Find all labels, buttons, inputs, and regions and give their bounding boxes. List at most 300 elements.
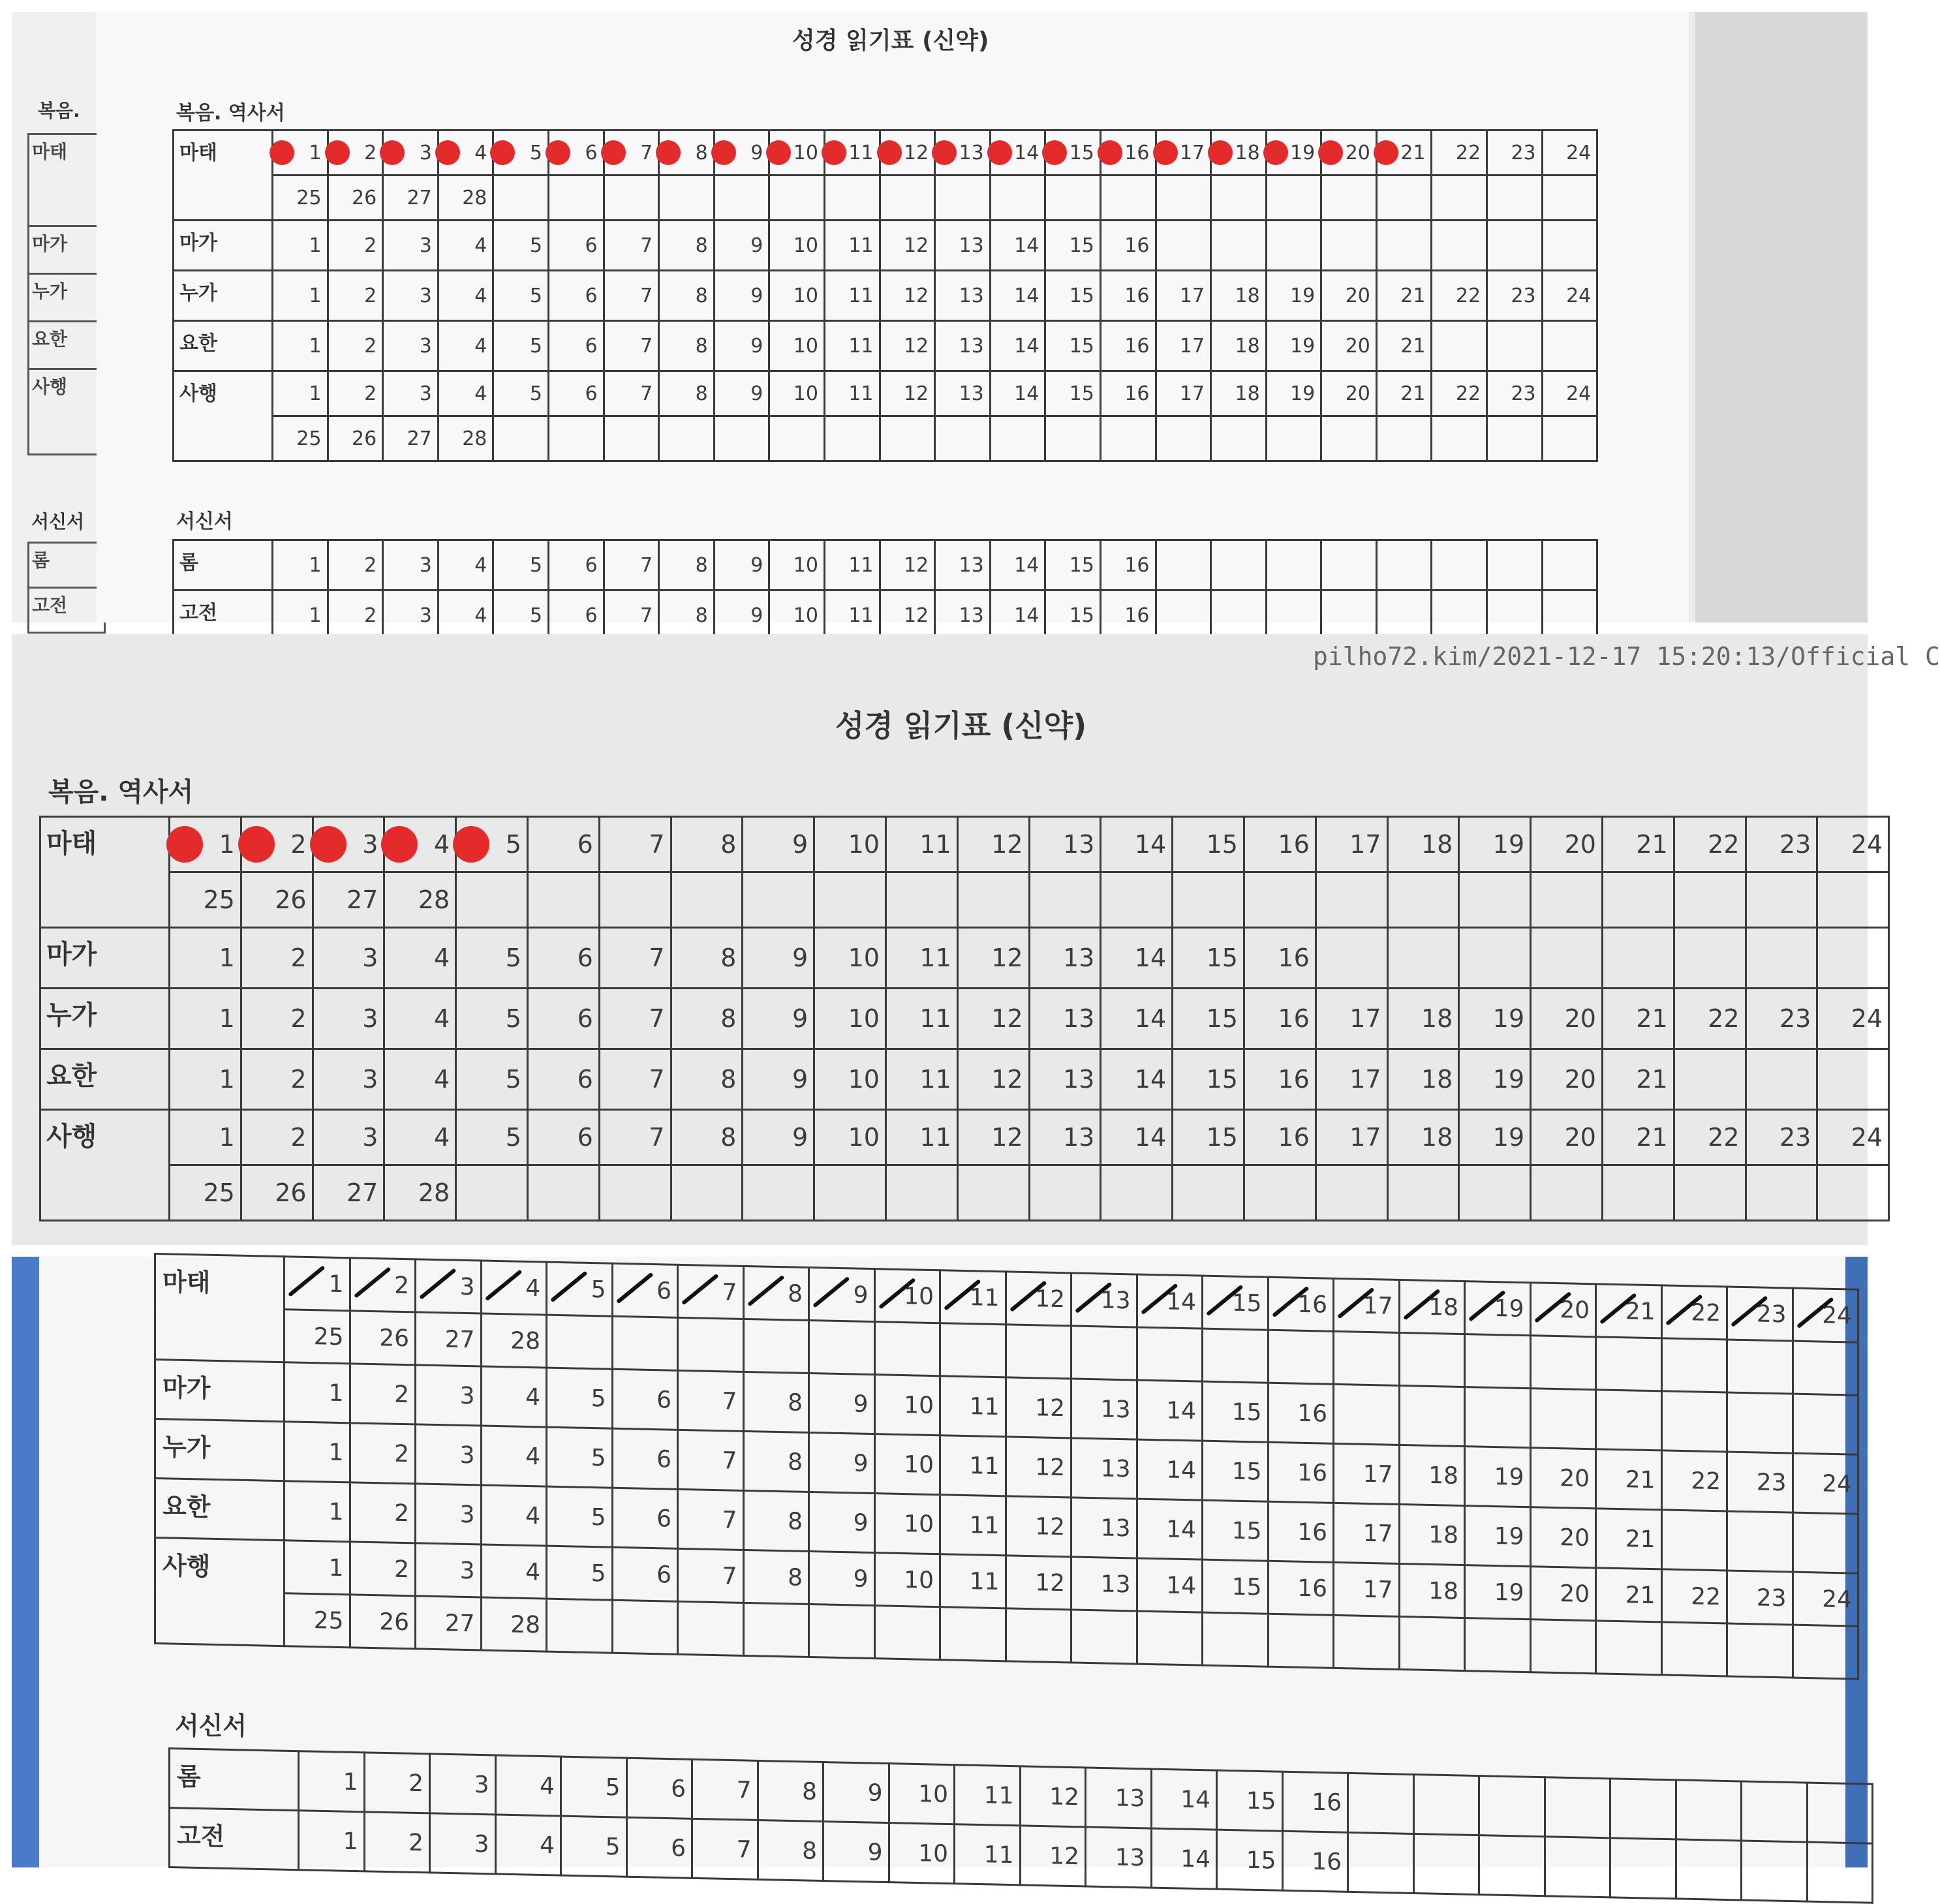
chapter-cell[interactable]	[1817, 1110, 1889, 1165]
chapter-cell[interactable]	[809, 1605, 875, 1659]
chapter-cell[interactable]	[885, 928, 957, 989]
chapter-cell[interactable]	[659, 271, 715, 321]
chapter-cell[interactable]	[1334, 1615, 1400, 1669]
chapter-cell[interactable]	[769, 371, 825, 416]
chapter-cell[interactable]	[1542, 321, 1597, 371]
chapter-cell[interactable]	[714, 221, 769, 271]
chapter-cell[interactable]	[273, 131, 328, 176]
chapter-cell[interactable]	[1071, 1610, 1137, 1664]
chapter-cell[interactable]	[809, 1492, 875, 1553]
chapter-cell[interactable]	[273, 321, 328, 371]
chapter-cell[interactable]	[364, 1753, 430, 1813]
chapter-cell[interactable]	[1101, 817, 1173, 872]
chapter-cell[interactable]	[743, 1431, 809, 1492]
chapter-cell[interactable]	[809, 1321, 875, 1375]
chapter-cell[interactable]	[1029, 928, 1101, 989]
chapter-cell[interactable]	[714, 416, 769, 461]
chapter-cell[interactable]	[1661, 1338, 1727, 1392]
chapter-cell[interactable]	[599, 1165, 671, 1221]
chapter-cell[interactable]	[1029, 817, 1101, 872]
chapter-cell[interactable]	[1268, 1330, 1334, 1384]
chapter-cell[interactable]	[1156, 221, 1211, 271]
chapter-cell[interactable]	[678, 1317, 744, 1372]
chapter-cell[interactable]	[1459, 989, 1531, 1049]
chapter-cell[interactable]	[1266, 371, 1321, 416]
chapter-cell[interactable]	[285, 1593, 350, 1648]
chapter-cell[interactable]	[384, 928, 456, 989]
chapter-cell[interactable]	[1376, 176, 1432, 221]
chapter-cell[interactable]	[456, 817, 528, 872]
chapter-cell[interactable]	[1045, 221, 1101, 271]
chapter-cell[interactable]	[438, 416, 493, 461]
chapter-cell[interactable]	[1530, 1389, 1596, 1449]
chapter-cell[interactable]	[548, 131, 604, 176]
chapter-cell[interactable]	[170, 817, 241, 872]
chapter-cell[interactable]	[1432, 131, 1487, 176]
chapter-cell[interactable]	[384, 989, 456, 1049]
chapter-cell[interactable]	[1610, 1779, 1676, 1839]
chapter-cell[interactable]	[1316, 1049, 1387, 1110]
chapter-cell[interactable]	[743, 989, 814, 1049]
chapter-cell[interactable]	[1465, 1447, 1531, 1507]
chapter-cell[interactable]	[456, 1165, 528, 1221]
chapter-cell[interactable]	[416, 1424, 482, 1485]
chapter-cell[interactable]	[1029, 1110, 1101, 1165]
chapter-cell[interactable]	[1376, 371, 1432, 416]
chapter-cell[interactable]	[743, 1372, 809, 1432]
chapter-cell[interactable]	[604, 131, 659, 176]
chapter-cell[interactable]	[758, 1820, 824, 1881]
chapter-cell[interactable]	[880, 321, 935, 371]
chapter-cell[interactable]	[548, 271, 604, 321]
chapter-cell[interactable]	[1045, 176, 1101, 221]
chapter-cell[interactable]	[1244, 817, 1316, 872]
chapter-cell[interactable]	[1266, 416, 1321, 461]
chapter-cell[interactable]	[438, 591, 493, 641]
chapter-cell[interactable]	[1817, 1165, 1889, 1221]
chapter-cell[interactable]	[1545, 1777, 1610, 1838]
chapter-cell[interactable]	[678, 1548, 744, 1603]
chapter-cell[interactable]	[1602, 1165, 1674, 1221]
chapter-cell[interactable]	[1727, 1392, 1793, 1453]
chapter-cell[interactable]	[1211, 321, 1267, 371]
chapter-cell[interactable]	[1674, 1165, 1746, 1221]
chapter-cell[interactable]	[416, 1543, 482, 1597]
chapter-cell[interactable]	[1531, 1110, 1603, 1165]
chapter-cell[interactable]	[313, 872, 384, 928]
chapter-cell[interactable]	[241, 1049, 313, 1110]
chapter-cell[interactable]	[880, 176, 935, 221]
chapter-cell[interactable]	[671, 1165, 743, 1221]
chapter-cell[interactable]	[328, 131, 383, 176]
chapter-cell[interactable]	[1602, 989, 1674, 1049]
chapter-cell[interactable]	[1793, 1625, 1858, 1679]
chapter-cell[interactable]	[714, 271, 769, 321]
chapter-cell[interactable]	[1268, 1442, 1334, 1503]
chapter-cell[interactable]	[1334, 1443, 1400, 1504]
chapter-cell[interactable]	[671, 989, 743, 1049]
chapter-cell[interactable]	[1793, 1572, 1858, 1626]
chapter-cell[interactable]	[1746, 872, 1817, 928]
chapter-cell[interactable]	[527, 817, 599, 872]
chapter-cell[interactable]	[880, 540, 935, 591]
chapter-cell[interactable]	[350, 1311, 416, 1365]
chapter-cell[interactable]	[1387, 1110, 1459, 1165]
chapter-cell[interactable]	[1137, 1499, 1203, 1559]
chapter-cell[interactable]	[1086, 1768, 1152, 1828]
chapter-cell[interactable]	[1531, 989, 1603, 1049]
chapter-cell[interactable]	[1268, 1561, 1334, 1615]
chapter-cell[interactable]	[1321, 591, 1377, 641]
chapter-cell[interactable]	[1137, 1327, 1203, 1381]
chapter-cell[interactable]	[1100, 176, 1156, 221]
chapter-cell[interactable]	[1173, 1110, 1244, 1165]
chapter-cell[interactable]	[1316, 989, 1387, 1049]
chapter-cell[interactable]	[659, 176, 715, 221]
chapter-cell[interactable]	[874, 1322, 940, 1376]
chapter-cell[interactable]	[285, 1481, 350, 1542]
chapter-cell[interactable]	[493, 321, 549, 371]
chapter-cell[interactable]	[1602, 1110, 1674, 1165]
chapter-cell[interactable]	[1487, 131, 1543, 176]
chapter-cell[interactable]	[1746, 1165, 1817, 1221]
chapter-cell[interactable]	[769, 221, 825, 271]
chapter-cell[interactable]	[824, 591, 880, 641]
chapter-cell[interactable]	[1742, 1841, 1808, 1901]
chapter-cell[interactable]	[1479, 1835, 1545, 1896]
chapter-cell[interactable]	[604, 371, 659, 416]
chapter-cell[interactable]	[743, 928, 814, 989]
chapter-cell[interactable]	[313, 1049, 384, 1110]
chapter-cell[interactable]	[814, 817, 886, 872]
chapter-cell[interactable]	[438, 371, 493, 416]
chapter-cell[interactable]	[383, 371, 439, 416]
chapter-cell[interactable]	[880, 591, 935, 641]
chapter-cell[interactable]	[1530, 1283, 1596, 1337]
chapter-cell[interactable]	[1596, 1449, 1662, 1510]
chapter-cell[interactable]	[824, 416, 880, 461]
chapter-cell[interactable]	[1465, 1387, 1531, 1448]
chapter-cell[interactable]	[809, 1433, 875, 1494]
chapter-cell[interactable]	[1610, 1838, 1676, 1899]
chapter-cell[interactable]	[612, 1600, 678, 1654]
chapter-cell[interactable]	[384, 1049, 456, 1110]
chapter-cell[interactable]	[1244, 872, 1316, 928]
chapter-cell[interactable]	[384, 1110, 456, 1165]
chapter-cell[interactable]	[383, 591, 439, 641]
chapter-cell[interactable]	[1268, 1501, 1334, 1562]
chapter-cell[interactable]	[1100, 416, 1156, 461]
chapter-cell[interactable]	[350, 1542, 416, 1596]
chapter-cell[interactable]	[1793, 1341, 1858, 1395]
chapter-cell[interactable]	[456, 872, 528, 928]
chapter-cell[interactable]	[1100, 540, 1156, 591]
chapter-cell[interactable]	[1100, 591, 1156, 641]
chapter-cell[interactable]	[1542, 416, 1597, 461]
chapter-cell[interactable]	[548, 221, 604, 271]
chapter-cell[interactable]	[241, 1110, 313, 1165]
chapter-cell[interactable]	[1727, 1511, 1793, 1572]
chapter-cell[interactable]	[1602, 1049, 1674, 1110]
chapter-cell[interactable]	[1244, 1165, 1316, 1221]
chapter-cell[interactable]	[170, 872, 241, 928]
chapter-cell[interactable]	[874, 1434, 940, 1495]
chapter-cell[interactable]	[612, 1428, 678, 1489]
chapter-cell[interactable]	[1674, 1110, 1746, 1165]
chapter-cell[interactable]	[328, 591, 383, 641]
chapter-cell[interactable]	[957, 989, 1029, 1049]
chapter-cell[interactable]	[430, 1813, 496, 1874]
chapter-cell[interactable]	[1387, 872, 1459, 928]
chapter-cell[interactable]	[824, 371, 880, 416]
chapter-cell[interactable]	[1542, 271, 1597, 321]
chapter-cell[interactable]	[1321, 271, 1377, 321]
chapter-cell[interactable]	[1487, 591, 1543, 641]
chapter-cell[interactable]	[1203, 1559, 1269, 1614]
chapter-cell[interactable]	[935, 371, 991, 416]
chapter-cell[interactable]	[1321, 416, 1377, 461]
chapter-cell[interactable]	[824, 1762, 889, 1823]
chapter-cell[interactable]	[714, 540, 769, 591]
chapter-cell[interactable]	[328, 271, 383, 321]
chapter-cell[interactable]	[1376, 416, 1432, 461]
chapter-cell[interactable]	[547, 1599, 613, 1653]
chapter-cell[interactable]	[1156, 591, 1211, 641]
chapter-cell[interactable]	[659, 321, 715, 371]
chapter-cell[interactable]	[1045, 131, 1101, 176]
chapter-cell[interactable]	[170, 928, 241, 989]
chapter-cell[interactable]	[1173, 989, 1244, 1049]
chapter-cell[interactable]	[548, 540, 604, 591]
chapter-cell[interactable]	[1376, 321, 1432, 371]
chapter-cell[interactable]	[809, 1268, 875, 1322]
chapter-cell[interactable]	[1101, 989, 1173, 1049]
chapter-cell[interactable]	[1137, 1380, 1203, 1441]
chapter-cell[interactable]	[1674, 989, 1746, 1049]
chapter-cell[interactable]	[1334, 1278, 1400, 1332]
chapter-cell[interactable]	[328, 221, 383, 271]
chapter-cell[interactable]	[714, 371, 769, 416]
chapter-cell[interactable]	[416, 1484, 482, 1544]
chapter-cell[interactable]	[1746, 1049, 1817, 1110]
chapter-cell[interactable]	[350, 1364, 416, 1424]
chapter-cell[interactable]	[1817, 928, 1889, 989]
chapter-cell[interactable]	[1399, 1385, 1465, 1446]
chapter-cell[interactable]	[1596, 1621, 1662, 1675]
chapter-cell[interactable]	[1244, 1110, 1316, 1165]
chapter-cell[interactable]	[1086, 1827, 1152, 1888]
chapter-cell[interactable]	[170, 1110, 241, 1165]
chapter-cell[interactable]	[1334, 1384, 1400, 1445]
chapter-cell[interactable]	[527, 1165, 599, 1221]
chapter-cell[interactable]	[1045, 271, 1101, 321]
chapter-cell[interactable]	[481, 1544, 547, 1599]
chapter-cell[interactable]	[1316, 928, 1387, 989]
chapter-cell[interactable]	[384, 872, 456, 928]
chapter-cell[interactable]	[1676, 1839, 1742, 1900]
chapter-cell[interactable]	[1006, 1325, 1071, 1379]
chapter-cell[interactable]	[1727, 1571, 1793, 1625]
chapter-cell[interactable]	[769, 416, 825, 461]
chapter-cell[interactable]	[1203, 1612, 1269, 1666]
chapter-cell[interactable]	[990, 176, 1045, 221]
chapter-cell[interactable]	[692, 1819, 758, 1879]
chapter-cell[interactable]	[880, 221, 935, 271]
chapter-cell[interactable]	[481, 1261, 547, 1315]
chapter-cell[interactable]	[285, 1541, 350, 1595]
chapter-cell[interactable]	[1746, 989, 1817, 1049]
chapter-cell[interactable]	[547, 1486, 613, 1547]
chapter-cell[interactable]	[547, 1368, 613, 1428]
chapter-cell[interactable]	[350, 1258, 416, 1312]
chapter-cell[interactable]	[548, 591, 604, 641]
chapter-cell[interactable]	[1432, 176, 1487, 221]
chapter-cell[interactable]	[1817, 817, 1889, 872]
chapter-cell[interactable]	[1071, 1273, 1137, 1327]
chapter-cell[interactable]	[1596, 1390, 1662, 1451]
chapter-cell[interactable]	[1268, 1614, 1334, 1668]
chapter-cell[interactable]	[1727, 1452, 1793, 1512]
chapter-cell[interactable]	[1244, 989, 1316, 1049]
chapter-cell[interactable]	[548, 321, 604, 371]
chapter-cell[interactable]	[990, 271, 1045, 321]
chapter-cell[interactable]	[940, 1323, 1006, 1377]
chapter-cell[interactable]	[957, 817, 1029, 872]
chapter-cell[interactable]	[1266, 540, 1321, 591]
chapter-cell[interactable]	[769, 321, 825, 371]
chapter-cell[interactable]	[671, 1110, 743, 1165]
chapter-cell[interactable]	[604, 271, 659, 321]
chapter-cell[interactable]	[1071, 1497, 1137, 1558]
chapter-cell[interactable]	[1531, 1049, 1603, 1110]
chapter-cell[interactable]	[671, 817, 743, 872]
chapter-cell[interactable]	[493, 176, 549, 221]
chapter-cell[interactable]	[604, 591, 659, 641]
chapter-cell[interactable]	[1807, 1783, 1873, 1843]
chapter-cell[interactable]	[313, 817, 384, 872]
chapter-cell[interactable]	[1266, 176, 1321, 221]
chapter-cell[interactable]	[241, 817, 313, 872]
chapter-cell[interactable]	[769, 591, 825, 641]
chapter-cell[interactable]	[769, 131, 825, 176]
chapter-cell[interactable]	[561, 1816, 627, 1877]
chapter-cell[interactable]	[456, 928, 528, 989]
chapter-cell[interactable]	[935, 271, 991, 321]
chapter-cell[interactable]	[273, 591, 328, 641]
chapter-cell[interactable]	[241, 1165, 313, 1221]
chapter-cell[interactable]	[659, 131, 715, 176]
chapter-cell[interactable]	[547, 1427, 613, 1488]
chapter-cell[interactable]	[1029, 1049, 1101, 1110]
chapter-cell[interactable]	[1432, 591, 1487, 641]
chapter-cell[interactable]	[814, 1165, 886, 1221]
chapter-cell[interactable]	[1156, 131, 1211, 176]
chapter-cell[interactable]	[1487, 271, 1543, 321]
chapter-cell[interactable]	[824, 540, 880, 591]
chapter-cell[interactable]	[714, 131, 769, 176]
chapter-cell[interactable]	[493, 416, 549, 461]
chapter-cell[interactable]	[493, 540, 549, 591]
chapter-cell[interactable]	[743, 1049, 814, 1110]
chapter-cell[interactable]	[1602, 872, 1674, 928]
chapter-cell[interactable]	[1071, 1379, 1137, 1439]
chapter-cell[interactable]	[671, 928, 743, 989]
chapter-cell[interactable]	[1266, 131, 1321, 176]
chapter-cell[interactable]	[935, 131, 991, 176]
chapter-cell[interactable]	[416, 1365, 482, 1426]
chapter-cell[interactable]	[493, 591, 549, 641]
chapter-cell[interactable]	[285, 1422, 350, 1482]
chapter-cell[interactable]	[1432, 271, 1487, 321]
chapter-cell[interactable]	[990, 591, 1045, 641]
chapter-cell[interactable]	[743, 1266, 809, 1320]
chapter-cell[interactable]	[1542, 176, 1597, 221]
chapter-cell[interactable]	[1459, 872, 1531, 928]
chapter-cell[interactable]	[814, 872, 886, 928]
chapter-cell[interactable]	[1211, 540, 1267, 591]
chapter-cell[interactable]	[273, 176, 328, 221]
chapter-cell[interactable]	[1487, 540, 1543, 591]
chapter-cell[interactable]	[824, 176, 880, 221]
chapter-cell[interactable]	[241, 872, 313, 928]
chapter-cell[interactable]	[1674, 872, 1746, 928]
chapter-cell[interactable]	[1542, 221, 1597, 271]
chapter-cell[interactable]	[990, 371, 1045, 416]
chapter-cell[interactable]	[659, 371, 715, 416]
chapter-cell[interactable]	[1316, 872, 1387, 928]
chapter-cell[interactable]	[548, 371, 604, 416]
chapter-cell[interactable]	[885, 817, 957, 872]
chapter-cell[interactable]	[438, 221, 493, 271]
chapter-cell[interactable]	[273, 221, 328, 271]
chapter-cell[interactable]	[1156, 416, 1211, 461]
chapter-cell[interactable]	[1674, 928, 1746, 989]
chapter-cell[interactable]	[1542, 371, 1597, 416]
chapter-cell[interactable]	[885, 1049, 957, 1110]
chapter-cell[interactable]	[1211, 591, 1267, 641]
chapter-cell[interactable]	[1101, 872, 1173, 928]
chapter-cell[interactable]	[495, 1755, 561, 1816]
chapter-cell[interactable]	[612, 1369, 678, 1430]
chapter-cell[interactable]	[940, 1495, 1006, 1556]
chapter-cell[interactable]	[957, 1049, 1029, 1110]
chapter-cell[interactable]	[481, 1366, 547, 1427]
chapter-cell[interactable]	[809, 1374, 875, 1434]
chapter-cell[interactable]	[1211, 271, 1267, 321]
chapter-cell[interactable]	[1465, 1334, 1531, 1389]
chapter-cell[interactable]	[1459, 1049, 1531, 1110]
chapter-cell[interactable]	[1173, 872, 1244, 928]
chapter-cell[interactable]	[493, 221, 549, 271]
chapter-cell[interactable]	[1006, 1377, 1071, 1438]
chapter-cell[interactable]	[612, 1316, 678, 1370]
chapter-cell[interactable]	[1387, 1165, 1459, 1221]
chapter-cell[interactable]	[1266, 321, 1321, 371]
chapter-cell[interactable]	[1432, 321, 1487, 371]
chapter-cell[interactable]	[599, 989, 671, 1049]
chapter-cell[interactable]	[957, 1165, 1029, 1221]
chapter-cell[interactable]	[940, 1436, 1006, 1496]
chapter-cell[interactable]	[1459, 928, 1531, 989]
chapter-cell[interactable]	[1156, 371, 1211, 416]
chapter-cell[interactable]	[880, 371, 935, 416]
chapter-cell[interactable]	[383, 271, 439, 321]
chapter-cell[interactable]	[1661, 1451, 1727, 1511]
chapter-cell[interactable]	[1006, 1437, 1071, 1497]
chapter-cell[interactable]	[824, 271, 880, 321]
chapter-cell[interactable]	[743, 817, 814, 872]
chapter-cell[interactable]	[1746, 817, 1817, 872]
